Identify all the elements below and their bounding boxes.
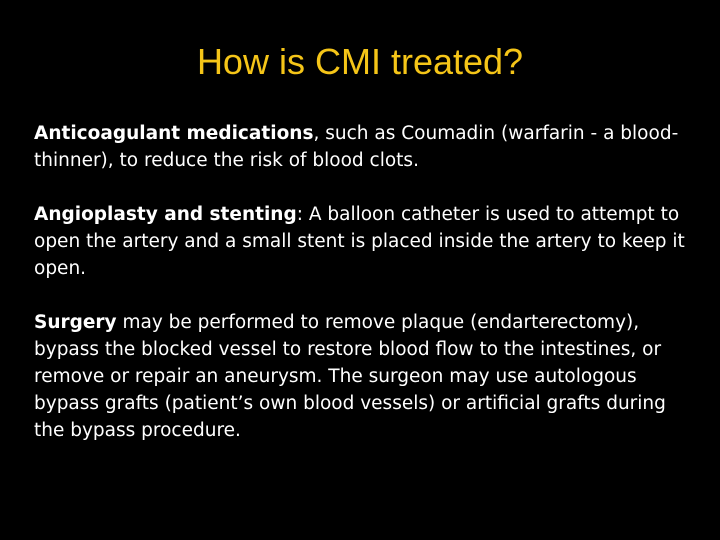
paragraph-lead: Angioplasty and stenting (34, 204, 297, 225)
slide-title: How is CMI treated? (196, 41, 524, 82)
paragraph-angioplasty (34, 201, 694, 282)
paragraph-text: may be performed to remove plaque (endarterectomy), bypass the blocked vessel to restore blood flow to the intestines, or remove or repair an aneurysm. The surgeon may use autologous bypass grafts (patient’s own blood vessels) or artificial grafts during the bypass procedure. (34, 312, 666, 441)
paragraph-anticoagulants (34, 120, 694, 174)
slide-body (34, 120, 694, 471)
paragraph-lead: Surgery (34, 312, 117, 333)
paragraph-lead: Anticoagulant medications (34, 123, 314, 144)
paragraph-text: : A balloon catheter is used to attempt to open the artery and a small stent is placed inside the artery to keep it open. (34, 204, 685, 279)
paragraph-surgery (34, 309, 694, 444)
paragraph-text: , such as Coumadin (warfarin - a blood-thinner), to reduce the risk of blood clots. (34, 123, 679, 171)
